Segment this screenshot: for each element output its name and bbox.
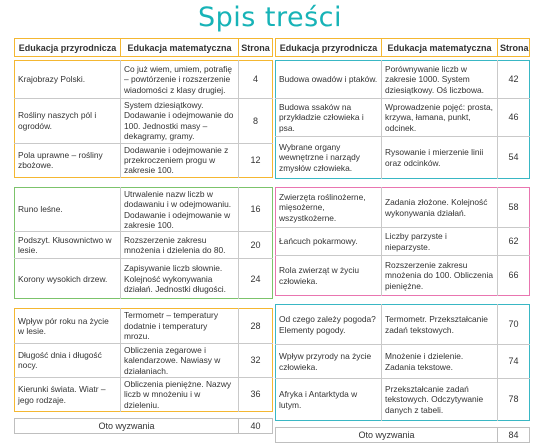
toc-row[interactable] bbox=[15, 377, 273, 411]
toc-footer[interactable] bbox=[14, 418, 273, 434]
toc-row[interactable] bbox=[15, 259, 273, 299]
math-topic: Obliczenia zegarowe i kalendarzowe. Nawiasy w działaniach. bbox=[121, 343, 239, 377]
page-number: 12 bbox=[239, 143, 273, 177]
toc-row[interactable] bbox=[15, 99, 273, 144]
toc-header-right bbox=[275, 38, 530, 57]
toc-row[interactable] bbox=[276, 256, 530, 296]
page-number: 4 bbox=[239, 61, 273, 99]
header-math: Edukacja matematyczna bbox=[382, 39, 498, 57]
math-topic: Wprowadzenie pojęć: prosta, krzywa, łamana, punkt, odcinek. bbox=[382, 99, 498, 137]
nature-topic: Podszyt. Kłusownictwo w lesie. bbox=[15, 232, 121, 259]
math-topic: Rysowanie i mierzenie linii oraz odcinków. bbox=[382, 137, 498, 179]
toc-group bbox=[275, 60, 530, 179]
page-number: 32 bbox=[239, 343, 273, 377]
math-topic: Porównywanie liczb w zakresie 1000. System dziesiątkowy. Oś liczbowa. bbox=[382, 61, 498, 99]
nature-topic: Łańcuch pokarmowy. bbox=[276, 228, 382, 256]
footer-label: Oto wyzwania bbox=[358, 430, 415, 440]
page-number: 8 bbox=[239, 99, 273, 144]
toc-row[interactable] bbox=[276, 61, 530, 99]
header-nature: Edukacja przyrodnicza bbox=[18, 42, 117, 53]
nature-topic: Od czego zależy pogoda? Elementy pogody. bbox=[279, 314, 376, 335]
nature-topic: Rośliny naszych pól i ogrodów. bbox=[15, 99, 121, 144]
math-topic: Zapisywanie liczb słownie. Kolejność wykonywania działań. Jednostki długości. bbox=[121, 259, 239, 299]
math-topic: Utrwalenie nazw liczb w dodawaniu i w odejmowaniu. Dodawanie i odejmowanie w zakresie 100. bbox=[121, 187, 239, 232]
math-topic: Mnożenie i dzielenie. Zadania tekstowe. bbox=[382, 345, 498, 379]
page-number: 24 bbox=[239, 259, 273, 299]
header-math: Edukacja matematyczna bbox=[121, 39, 239, 57]
footer-page-number: 40 bbox=[239, 419, 273, 434]
nature-topic: Afryka i Antarktyda w lutym. bbox=[276, 379, 382, 421]
math-topic: Przekształcanie zadań tekstowych. Odczytywanie danych z tabeli. bbox=[382, 379, 498, 421]
nature-topic: Krajobrazy Polski. bbox=[18, 74, 86, 85]
page-title: Spis treści bbox=[197, 2, 343, 33]
nature-topic: Rola zwierząt w życiu człowieka. bbox=[276, 256, 382, 296]
toc-row[interactable] bbox=[15, 232, 273, 259]
toc-group bbox=[275, 187, 530, 296]
nature-topic: Budowa ssaków na przykładzie człowieka i psa. bbox=[276, 99, 382, 137]
page-number: 78 bbox=[498, 379, 530, 421]
header-page: Strona bbox=[239, 39, 273, 57]
math-topic: Termometr – temperatury dodatnie i temperatury mrozu. bbox=[121, 309, 239, 343]
math-topic: Termometr. Przekształcanie zadań tekstowych. bbox=[382, 305, 498, 345]
math-topic: Rozszerzenie zakresu mnożenia do 100. Obliczenia pieniężne. bbox=[382, 256, 498, 296]
page-number: 20 bbox=[239, 232, 273, 259]
nature-topic: Wpływ pór roku na życie w lesie. bbox=[18, 315, 109, 337]
page-number: 36 bbox=[239, 377, 273, 411]
toc-row[interactable] bbox=[15, 143, 273, 177]
page-number: 62 bbox=[498, 228, 530, 256]
nature-topic: Kierunki świata. Wiatr – jego rodzaje. bbox=[15, 377, 121, 411]
toc-group bbox=[275, 304, 530, 421]
math-topic: Liczby parzyste i nieparzyste. bbox=[382, 228, 498, 256]
toc-group bbox=[14, 308, 273, 412]
toc-footer[interactable] bbox=[275, 427, 530, 443]
footer-label: Oto wyzwania bbox=[98, 421, 155, 432]
toc-row[interactable] bbox=[15, 309, 273, 343]
toc-right-column bbox=[275, 38, 529, 443]
nature-topic: Korony wysokich drzew. bbox=[15, 259, 121, 299]
math-topic: Zadania złożone. Kolejność wykonywania działań. bbox=[382, 188, 498, 228]
toc-row[interactable] bbox=[15, 343, 273, 377]
page-number: 42 bbox=[498, 61, 530, 99]
page-number: 58 bbox=[498, 188, 530, 228]
page-number: 74 bbox=[498, 345, 530, 379]
toc-row[interactable] bbox=[15, 187, 273, 232]
math-topic: Dodawanie i odejmowanie z przekroczeniem progu w zakresie 100. bbox=[121, 143, 239, 177]
toc-row[interactable] bbox=[276, 305, 530, 345]
toc-row[interactable] bbox=[276, 137, 530, 179]
toc-header-left bbox=[14, 38, 273, 57]
nature-topic: Runo leśne. bbox=[18, 204, 63, 215]
math-topic: Obliczenia pieniężne. Nazwy liczb w mnożeniu i w dzieleniu. bbox=[121, 377, 239, 411]
page-number: 28 bbox=[239, 309, 273, 343]
nature-topic: Budowa owadów i ptaków. bbox=[279, 74, 378, 85]
toc-row[interactable] bbox=[276, 228, 530, 256]
page-number: 54 bbox=[498, 137, 530, 179]
toc-row[interactable] bbox=[276, 188, 530, 228]
header-page: Strona bbox=[498, 39, 530, 57]
toc-row[interactable] bbox=[276, 345, 530, 379]
page-number: 70 bbox=[498, 305, 530, 345]
header-nature: Edukacja przyrodnicza bbox=[279, 42, 378, 53]
math-topic: Co już wiem, umiem, potrafię – powtórzenie i rozszerzenie wiadomości z klasy drugiej. bbox=[121, 61, 239, 99]
footer-page-number: 84 bbox=[498, 428, 530, 443]
page-number: 16 bbox=[239, 187, 273, 232]
nature-topic: Wybrane organy wewnętrzne i narządy zmysłów człowieka. bbox=[276, 137, 382, 179]
nature-topic: Wpływ przyrody na życie człowieka. bbox=[276, 345, 382, 379]
nature-topic: Długość dnia i długość nocy. bbox=[15, 343, 121, 377]
toc-left-column bbox=[14, 38, 272, 434]
nature-topic: Pola uprawne – rośliny zbożowe. bbox=[15, 143, 121, 177]
nature-topic: Zwierzęta roślinożerne, mięsożerne, wszystkożerne. bbox=[279, 191, 366, 223]
math-topic: Rozszerzenie zakresu mnożenia i dzielenia do 80. bbox=[121, 232, 239, 259]
math-topic: System dziesiątkowy. Dodawanie i odejmowanie do 100. Jednostki masy – dekagramy, gramy. bbox=[121, 99, 239, 144]
toc-row[interactable] bbox=[276, 99, 530, 137]
page-number: 46 bbox=[498, 99, 530, 137]
page-number: 66 bbox=[498, 256, 530, 296]
toc-group bbox=[14, 60, 273, 178]
toc-row[interactable] bbox=[276, 379, 530, 421]
toc-group bbox=[14, 187, 273, 300]
toc-row[interactable] bbox=[15, 61, 273, 99]
